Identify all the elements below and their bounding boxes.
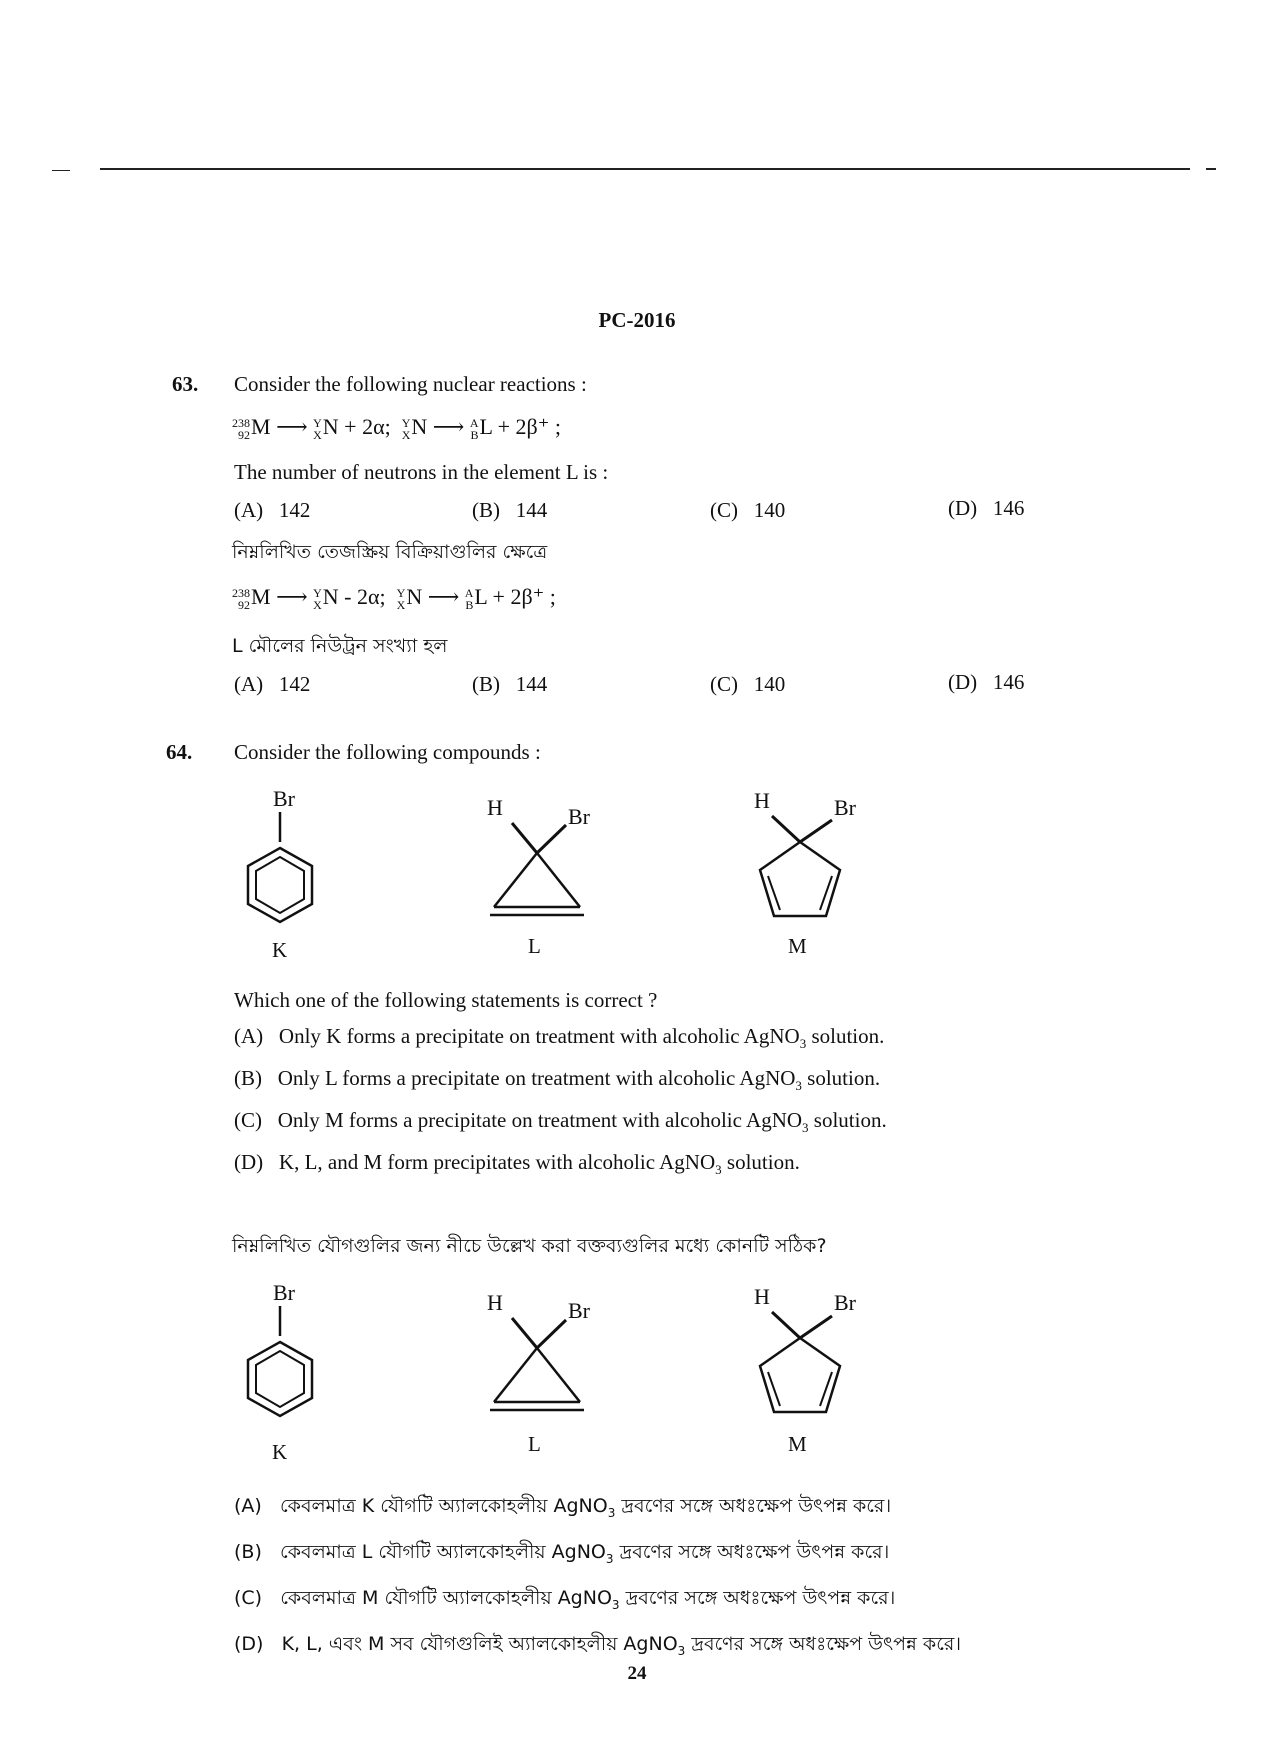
question-intro: Consider the following compounds : [234, 740, 541, 764]
option-a: (A) Only K forms a precipitate on treatment with alcoholic AgNO$_3$ solution. [234, 1024, 885, 1052]
substituent-h: H [754, 788, 770, 813]
option-d-bn: (D) 146 [948, 670, 1025, 694]
option-b-bn: (B) 144 [472, 672, 548, 696]
option-b-bn: (B) কেবলমাত্র L যৌগটি অ্যালকোহলীয় AgNO$_3$ দ্রবণের সঙ্গে অধঃক্ষেপ উৎপন্ন করে। [234, 1541, 890, 1566]
substituent-br: Br [568, 804, 590, 829]
top-rule-left-dash [52, 170, 70, 171]
option-b: (B) Only L forms a precipitate on treatment with alcoholic AgNO$_3$ solution. [234, 1066, 881, 1094]
compound-label-l: L [528, 1432, 541, 1456]
compound-label-k: K [272, 1440, 288, 1464]
substituent-br: Br [568, 1298, 590, 1323]
top-rule [100, 168, 1190, 170]
question-text-en: Which one of the following statements is correct ? [234, 988, 658, 1012]
page-number: 24 [627, 1663, 647, 1684]
cyclopentadiene-structure [740, 812, 860, 932]
option-a-bn: (A) কেবলমাত্র K যৌগটি অ্যালকোহলীয় AgNO$_3$ দ্রবণের সঙ্গে অধঃক্ষেপ উৎপন্ন করে। [234, 1495, 892, 1520]
top-rule-right-dash [1206, 168, 1216, 170]
question-number: 64. [166, 740, 193, 764]
arrow-icon: ⟶ [276, 584, 308, 609]
option-c-bn: (C) কেবলমাত্র M যৌগটি অ্যালকোহলীয় AgNO$_3$ দ্রবণের সঙ্গে অধঃক্ষেপ উৎপন্ন করে। [234, 1587, 896, 1612]
nuclear-equation-bn: 238 92 M ⟶ Y X N - 2α; Y X N ⟶ A B L + 2β⁺ ; [232, 584, 556, 612]
cyclopropene-structure [480, 815, 600, 925]
substituent-br: Br [273, 1280, 295, 1305]
arrow-icon: ⟶ [432, 414, 465, 439]
option-d: (D) K, L, and M form precipitates with alcoholic AgNO$_3$ solution. [234, 1150, 800, 1178]
nuclear-equation-en: 238 92 M ⟶ Y X N + 2α; Y X N ⟶ A B L + 2β⁺ ; [232, 414, 561, 442]
option-d: (D) 146 [948, 496, 1025, 520]
substituent-h: H [754, 1284, 770, 1309]
substituent-br: Br [273, 786, 295, 811]
substituent-br: Br [834, 1290, 856, 1315]
cyclopentadiene-structure [740, 1308, 860, 1428]
option-b: (B) 144 [472, 498, 548, 522]
cyclopropene-structure [480, 1310, 600, 1420]
arrow-icon: ⟶ [276, 414, 308, 439]
question-intro: Consider the following nuclear reactions : [234, 372, 587, 396]
question-intro-bn: নিম্নলিখিত তেজস্ক্রিয় বিক্রিয়াগুলির ক্ষেত্রে [232, 541, 548, 563]
option-a-bn: (A) 142 [234, 672, 311, 696]
substituent-h: H [487, 795, 503, 820]
compound-label-l: L [528, 934, 541, 958]
bromobenzene-structure [240, 1306, 320, 1436]
compound-label-m: M [788, 934, 807, 958]
substituent-h: H [487, 1290, 503, 1315]
compound-label-k: K [272, 938, 288, 962]
substituent-br: Br [834, 795, 856, 820]
question-text-en: The number of neutrons in the element L is : [234, 460, 609, 484]
question-number: 63. [172, 372, 199, 396]
page-title: PC-2016 [598, 308, 676, 332]
question-text-bn: নিম্নলিখিত যৌগগুলির জন্য নীচে উল্লেখ করা বক্তব্যগুলির মধ্যে কোনটি সঠিক? [232, 1235, 827, 1257]
isotope-prescript: 238 92 [232, 415, 250, 442]
option-c: (C) 140 [710, 498, 786, 522]
option-c: (C) Only M forms a precipitate on treatment with alcoholic AgNO$_3$ solution. [234, 1108, 887, 1136]
option-a: (A) 142 [234, 498, 311, 522]
compound-label-m: M [788, 1432, 807, 1456]
arrow-icon: ⟶ [427, 584, 460, 609]
option-c-bn: (C) 140 [710, 672, 786, 696]
option-d-bn: (D) K, L, এবং M সব যৌগগুলিই অ্যালকোহলীয় AgNO$_3$ দ্রবণের সঙ্গে অধঃক্ষেপ উৎপন্ন করে। [234, 1633, 962, 1658]
question-text-bn: L মৌলের নিউট্রন সংখ্যা হল [232, 635, 448, 657]
bromobenzene-structure [240, 812, 320, 942]
